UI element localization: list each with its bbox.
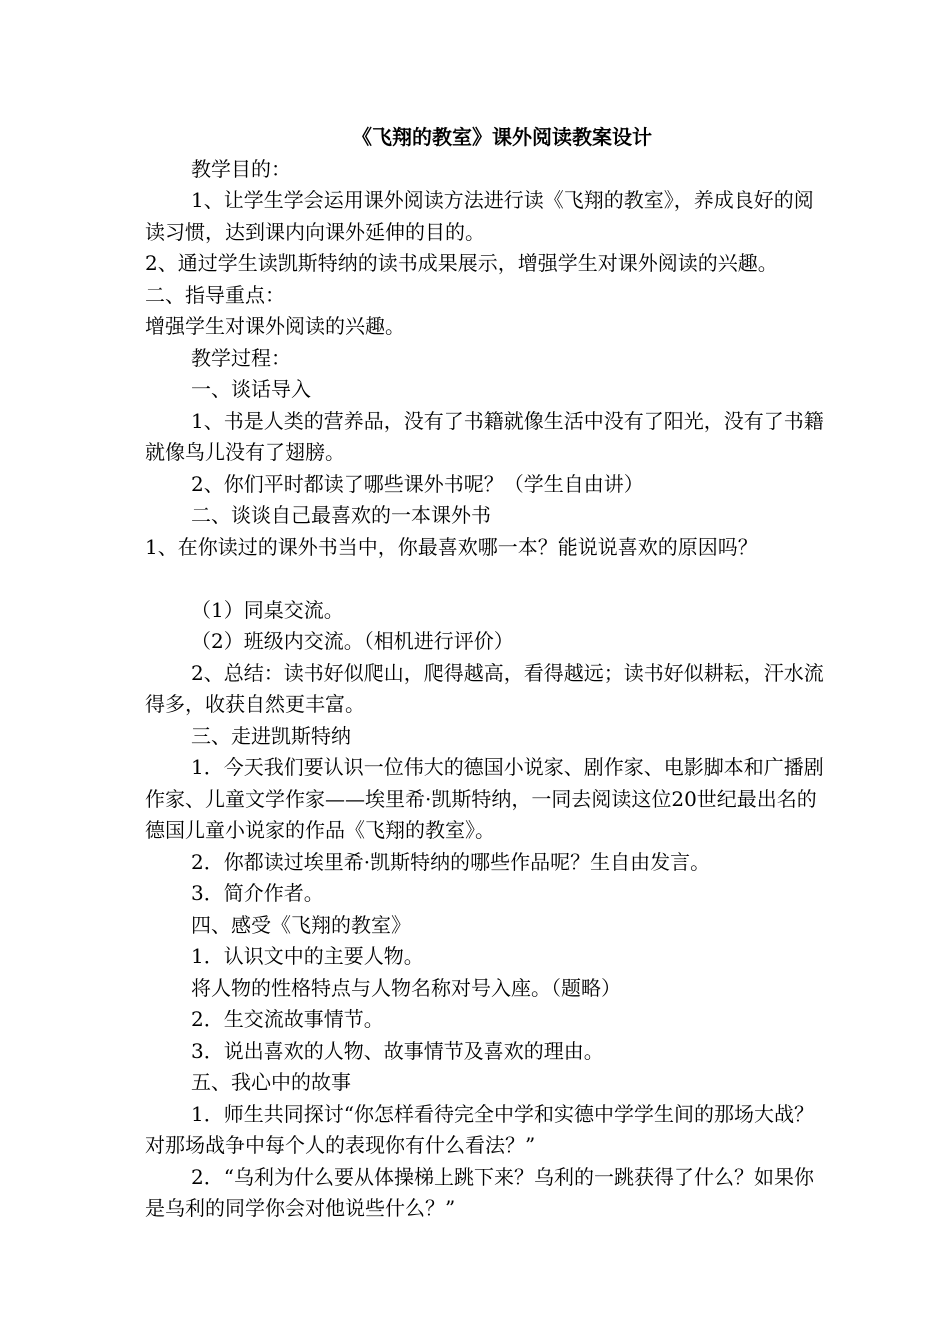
paragraph: 四、感受《飞翔的教室》 bbox=[191, 912, 411, 937]
paragraph: 3．说出喜欢的人物、故事情节及喜欢的理由。 bbox=[191, 1038, 604, 1063]
paragraph: 二、谈谈自己最喜欢的一本课外书 bbox=[191, 503, 491, 527]
paragraph: 1．今天我们要认识一位伟大的德国小说家、剧作家、电影脚本和广播剧作家、儿童文学作家——埃里希·凯斯特纳，一同去阅读这位20世纪最出名的德国儿童小说家的作品《飞翔的教室》。 bbox=[145, 755, 824, 842]
paragraph: 1、让学生学会运用课外阅读方法进行读《飞翔的教室》，养成良好的阅读习惯，达到课内向课外延伸的目的。 bbox=[145, 188, 814, 244]
paragraph: 2．生交流故事情节。 bbox=[191, 1007, 384, 1031]
paragraph: 一、谈话导入 bbox=[191, 377, 311, 401]
paragraph: 2、通过学生读凯斯特纳的读书成果展示，增强学生对课外阅读的兴趣。 bbox=[145, 251, 778, 275]
document-body bbox=[145, 122, 825, 1225]
paragraph: （1）同桌交流。 bbox=[191, 597, 344, 622]
paragraph: 教学过程： bbox=[191, 345, 291, 370]
paragraph: 2．你都读过埃里希·凯斯特纳的哪些作品呢？生自由发言。 bbox=[191, 849, 711, 874]
paragraph: 教学目的： bbox=[191, 156, 291, 181]
paragraph: 1、在你读过的课外书当中，你最喜欢哪一本？能说说喜欢的原因吗？ bbox=[145, 534, 758, 559]
paragraph: 五、我心中的故事 bbox=[191, 1070, 351, 1094]
paragraph: （2）班级内交流。（相机进行评价） bbox=[191, 629, 514, 653]
paragraph: 2、你们平时都读了哪些课外书呢？（学生自由讲） bbox=[191, 471, 644, 496]
paragraph: 二、指导重点： bbox=[145, 282, 285, 307]
document-title: 《飞翔的教室》课外阅读教案设计 bbox=[352, 125, 652, 149]
paragraph: 1．认识文中的主要人物。 bbox=[191, 944, 424, 968]
paragraph: 1．师生共同探讨“你怎样看待完全中学和实德中学学生间的那场大战？对那场战争中每个人的表现你有什么看法？” bbox=[145, 1101, 814, 1157]
paragraph: 三、走进凯斯特纳 bbox=[191, 723, 351, 748]
blank-line bbox=[145, 563, 825, 595]
paragraph: 将人物的性格特点与人物名称对号入座。（题略） bbox=[191, 975, 621, 1000]
paragraph: 3．简介作者。 bbox=[191, 881, 324, 905]
paragraph: 2、总结：读书好似爬山，爬得越高，看得越远；读书好似耕耘，汗水流得多，收获自然更丰富。 bbox=[145, 660, 824, 716]
paragraph: 1、书是人类的营养品，没有了书籍就像生活中没有了阳光，没有了书籍就像鸟儿没有了翅膀。 bbox=[145, 408, 824, 464]
paragraph: 2．“乌利为什么要从体操梯上跳下来？乌利的一跳获得了什么？如果你是乌利的同学你会对他说些什么？” bbox=[145, 1164, 814, 1220]
paragraph: 增强学生对课外阅读的兴趣。 bbox=[145, 314, 405, 338]
